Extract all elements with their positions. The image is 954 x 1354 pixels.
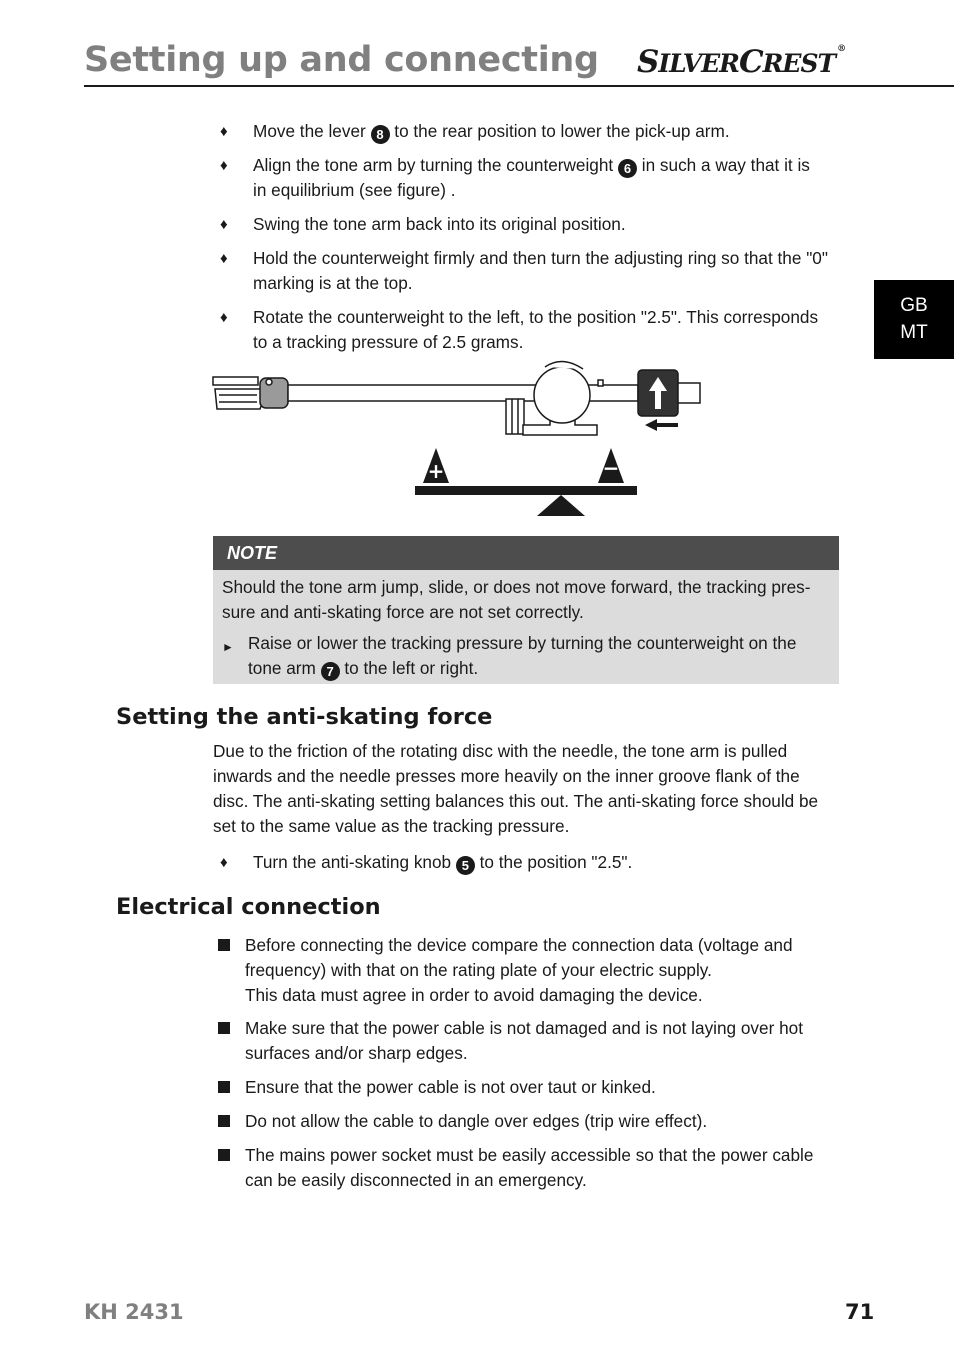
list-item (218, 1016, 818, 1066)
brand-logo-rest: REST (762, 49, 836, 78)
section-heading-electrical: Electrical connection (116, 894, 381, 920)
minus-label: − (602, 456, 620, 480)
tone-arm-balance-figure (205, 355, 715, 525)
brand-logo-ilver: ILVER (658, 49, 739, 78)
list-item-text: Ensure that the power cable is not over taut or kinked. (245, 1077, 656, 1097)
step-text-part: in such a way that it is in equilibrium (see figure) . (253, 155, 810, 200)
list-item-text: Make sure that the power cable is not damaged and is not laying over hot surfaces and/or sharp edges. (245, 1018, 803, 1063)
diamond-bullet-icon: ♦ (220, 216, 228, 233)
diamond-bullet-icon: ♦ (220, 854, 228, 871)
language-code-mt: MT (900, 322, 928, 343)
step-item (218, 246, 828, 296)
number-badge: 6 (618, 159, 637, 178)
registered-mark: ® (837, 44, 846, 54)
footer-model-number: KH 2431 (84, 1300, 184, 1324)
step-text: Rotate the counterweight to the left, to the position "2.5". This corresponds to a tracking pressure of 2.5 grams. (253, 307, 819, 352)
step-text-part: Turn the anti-skating knob (253, 852, 456, 872)
square-bullet-icon (218, 1109, 245, 1134)
note-heading: NOTE (213, 536, 839, 570)
plus-label: + (427, 459, 445, 483)
step-text: Hold the counterweight firmly and then turn the adjusting ring so that the "0" marking is at the top. (253, 248, 828, 293)
note-bullet (222, 631, 830, 681)
note-bullet-part: Raise or lower the tracking pressure by turning the counterweight on the tone arm (248, 633, 797, 678)
note-bullet-part: to the left or right. (339, 658, 479, 678)
section-heading-anti-skating: Setting the anti-skating force (116, 704, 493, 730)
list-item-text: Do not allow the cable to dangle over edges (trip wire effect). (245, 1111, 708, 1131)
square-bullet-icon (218, 1016, 245, 1066)
triangle-bullet-icon: ► (222, 640, 234, 654)
arrow-left-icon (645, 419, 678, 431)
list-item-text: The mains power socket must be easily accessible so that the power cable can be easily disconnected in an emergency. (245, 1145, 814, 1190)
step-text: Swing the tone arm back into its original position. (253, 214, 626, 234)
square-bullet-icon (218, 933, 245, 1008)
step-text-part: Move the lever (253, 121, 371, 141)
headshell-shape (213, 377, 288, 409)
note-text: Should the tone arm jump, slide, or does not move forward, the tracking pres-sure and anti-skating force are not set correctly. (222, 577, 811, 622)
diamond-bullet-icon: ♦ (220, 157, 228, 174)
page-title: Setting up and connecting (84, 40, 599, 80)
step-text (253, 850, 828, 875)
header-rule (84, 85, 954, 87)
step-text (253, 153, 828, 203)
diamond-bullet-icon: ♦ (220, 123, 228, 140)
language-code-gb: GB (900, 295, 928, 316)
step-item (218, 119, 828, 144)
step-text-part: to the rear position to lower the pick-up arm. (389, 121, 730, 141)
language-tab (874, 280, 954, 359)
list-item (218, 1075, 818, 1100)
list-item (218, 933, 818, 1008)
step-text-part: Align the tone arm by turning the counterweight (253, 155, 618, 175)
brand-logo (637, 44, 845, 80)
step-item (218, 850, 828, 875)
brand-logo-c: C (738, 44, 763, 80)
number-badge: 7 (321, 662, 340, 681)
diamond-bullet-icon: ♦ (220, 250, 228, 267)
number-badge: 8 (371, 125, 390, 144)
list-item-line: This data must agree in order to avoid damaging the device. (245, 985, 703, 1005)
square-bullet-icon (218, 1143, 245, 1193)
number-badge: 5 (456, 856, 475, 875)
step-item (218, 153, 828, 203)
brand-logo-s: S (637, 44, 659, 80)
list-item (218, 1143, 818, 1193)
diamond-bullet-icon: ♦ (220, 309, 228, 326)
square-bullet-icon (218, 1075, 245, 1100)
list-item-text (245, 933, 818, 1008)
note-bullet-text (248, 631, 830, 681)
list-item-line: Before connecting the device compare the connection data (voltage and frequency) with that on the rating plate of your electric supply. (245, 935, 793, 980)
list-item (218, 1109, 818, 1134)
step-item (218, 212, 828, 237)
step-item (218, 305, 828, 355)
counterweight-shape (638, 370, 700, 431)
page-number: 71 (845, 1300, 875, 1324)
step-text (253, 119, 828, 144)
step-text-part: to the position "2.5". (474, 852, 633, 872)
anti-skating-paragraph: Due to the friction of the rotating disc with the needle, the tone arm is pulled inwards and the needle presses more heavily on the inner groove flank of the disc. The anti-skating setting balances this out. The anti-skating force should be set to the same value as the tracking pressure. (213, 741, 819, 836)
